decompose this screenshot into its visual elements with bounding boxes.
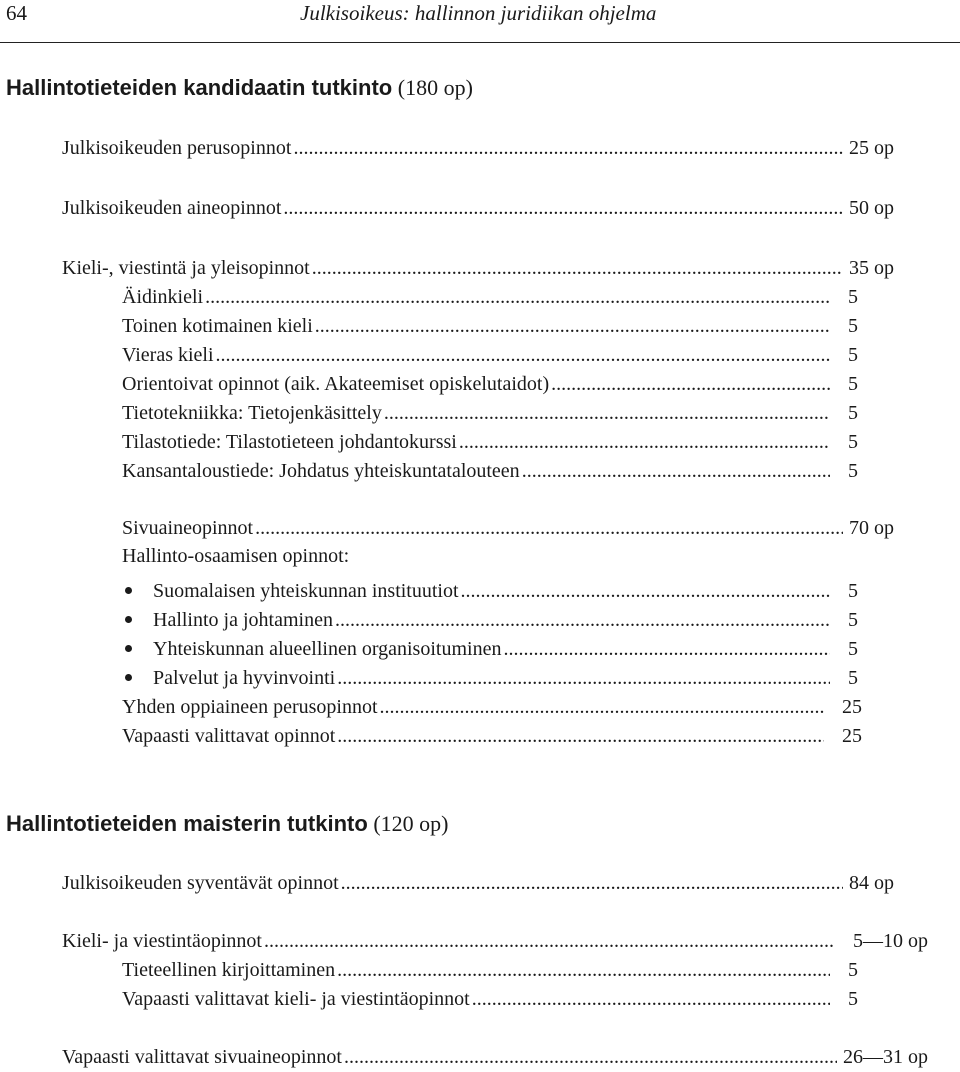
dot-leader [214, 341, 830, 369]
row-label: Julkisoikeuden syventävät opinnot [62, 872, 339, 894]
row-label: Vapaasti valittavat opinnot [122, 725, 336, 747]
row-value: 5 [848, 402, 858, 424]
dot-leader [203, 283, 830, 311]
row-value: 25 [842, 725, 862, 747]
row-yhden-oppiaineen [122, 693, 862, 721]
dot-leader [333, 606, 830, 634]
dot-leader [335, 722, 824, 750]
row-toinen-kotimainen [122, 312, 862, 340]
row-value: 5 [848, 315, 858, 337]
row-label: Tilastotiede: Tilastotieteen johdantokurssi [122, 431, 457, 453]
dot-leader [520, 457, 830, 485]
row-vapaasti-kieli-viestinta [122, 985, 862, 1013]
bachelor-title: Hallintotieteiden kandidaatin tutkinto [6, 75, 393, 100]
dot-leader [281, 194, 843, 222]
row-label: Julkisoikeuden perusopinnot [62, 137, 292, 159]
dot-leader [335, 664, 830, 692]
dot-leader [342, 1043, 837, 1071]
row-label: Toinen kotimainen kieli [122, 315, 313, 337]
row-value: 5 [848, 609, 858, 631]
row-vapaasti-valittavat [122, 722, 862, 750]
bullet-icon [125, 616, 132, 623]
row-alueellinen-organisoituminen [153, 635, 862, 663]
row-vieras-kieli [122, 341, 862, 369]
dot-leader [382, 399, 830, 427]
row-label: Orientoivat opinnot (aik. Akateemiset opiskelutaidot) [122, 373, 550, 395]
row-label: Kieli-, viestintä ja yleisopinnot [62, 257, 310, 279]
row-value: 25 [842, 696, 862, 718]
row-tieteellinen-kirjoittaminen [122, 956, 862, 984]
row-label: Hallinto ja johtaminen [153, 609, 333, 631]
running-title: Julkisoikeus: hallinnon juridiikan ohjelma [300, 1, 657, 25]
row-label: Kieli- ja viestintäopinnot [62, 930, 262, 952]
dot-leader [459, 577, 830, 605]
row-label: Tieteellinen kirjoittaminen [122, 959, 336, 981]
row-value: 5 [848, 286, 858, 308]
row-label: Kansantaloustiede: Johdatus yhteiskuntatalouteen [122, 460, 520, 482]
row-kieli-viestintaopinnot [62, 927, 928, 955]
dot-leader [335, 956, 830, 984]
bullet-icon [125, 587, 132, 594]
row-value: 5 [848, 580, 858, 602]
row-label: Vapaasti valittavat sivuaineopinnot [62, 1046, 342, 1068]
row-value: 5 [848, 431, 858, 453]
row-label: Äidinkieli [122, 286, 204, 308]
bachelor-credits: (180 op) [397, 75, 473, 100]
row-label: Vapaasti valittavat kieli- ja viestintäopinnot [122, 988, 470, 1010]
dot-leader [549, 370, 830, 398]
row-value: 5 [848, 959, 858, 981]
hallinto-osaamisen-heading: Hallinto-osaamisen opinnot: [122, 545, 350, 567]
row-value: 26—31 op [843, 1046, 928, 1068]
row-label: Palvelut ja hyvinvointi [153, 667, 336, 689]
dot-leader [310, 254, 843, 282]
row-hallinto-johtaminen [153, 606, 862, 634]
master-title: Hallintotieteiden maisterin tutkinto [6, 811, 368, 836]
row-aineopinnot [62, 194, 894, 222]
bachelor-heading [6, 74, 473, 102]
dot-leader [378, 693, 825, 721]
row-tilastotiede [122, 428, 862, 456]
row-label: Vieras kieli [122, 344, 214, 366]
dot-leader [313, 312, 830, 340]
row-label: Suomalaisen yhteiskunnan instituutiot [153, 580, 459, 602]
row-value: 25 op [849, 137, 894, 159]
row-label: Yhden oppiaineen perusopinnot [122, 696, 378, 718]
row-vapaasti-sivuaineopinnot [62, 1043, 928, 1071]
row-value: 5—10 op [853, 930, 928, 952]
row-label: Julkisoikeuden aineopinnot [62, 197, 282, 219]
master-credits: (120 op) [373, 811, 449, 836]
row-palvelut-hyvinvointi [153, 664, 862, 692]
dot-leader [457, 428, 830, 456]
row-syventavat [62, 869, 894, 897]
row-value: 5 [848, 638, 858, 660]
row-value: 50 op [849, 197, 894, 219]
row-label: Yhteiskunnan alueellinen organisoituminen [153, 638, 502, 660]
row-value: 5 [848, 460, 858, 482]
row-perusopinnot [62, 134, 894, 162]
row-label: Sivuaineopinnot [122, 517, 254, 539]
row-label: Tietotekniikka: Tietojenkäsittely [122, 402, 382, 424]
dot-leader [470, 985, 830, 1013]
dot-leader [291, 134, 843, 162]
dot-leader [253, 514, 843, 542]
row-tietotekniikka [122, 399, 862, 427]
row-suomalaisen-yhteiskunnan [153, 577, 862, 605]
dot-leader [262, 927, 835, 955]
row-value: 70 op [849, 517, 894, 539]
row-orientoivat [122, 370, 862, 398]
page-number: 64 [6, 1, 27, 25]
row-value: 84 op [849, 872, 894, 894]
row-value: 5 [848, 988, 858, 1010]
bullet-icon [125, 645, 132, 652]
dot-leader [339, 869, 843, 897]
row-kieli-yleisopinnot [62, 254, 894, 282]
header-rule [0, 42, 960, 43]
row-value: 5 [848, 344, 858, 366]
row-sivuaineopinnot [122, 514, 894, 542]
row-value: 5 [848, 373, 858, 395]
row-value: 5 [848, 667, 858, 689]
row-kansantaloustiede [122, 457, 862, 485]
row-aidinkieli [122, 283, 862, 311]
bullet-icon [125, 674, 132, 681]
dot-leader [501, 635, 830, 663]
row-value: 35 op [849, 257, 894, 279]
master-heading [6, 810, 448, 838]
